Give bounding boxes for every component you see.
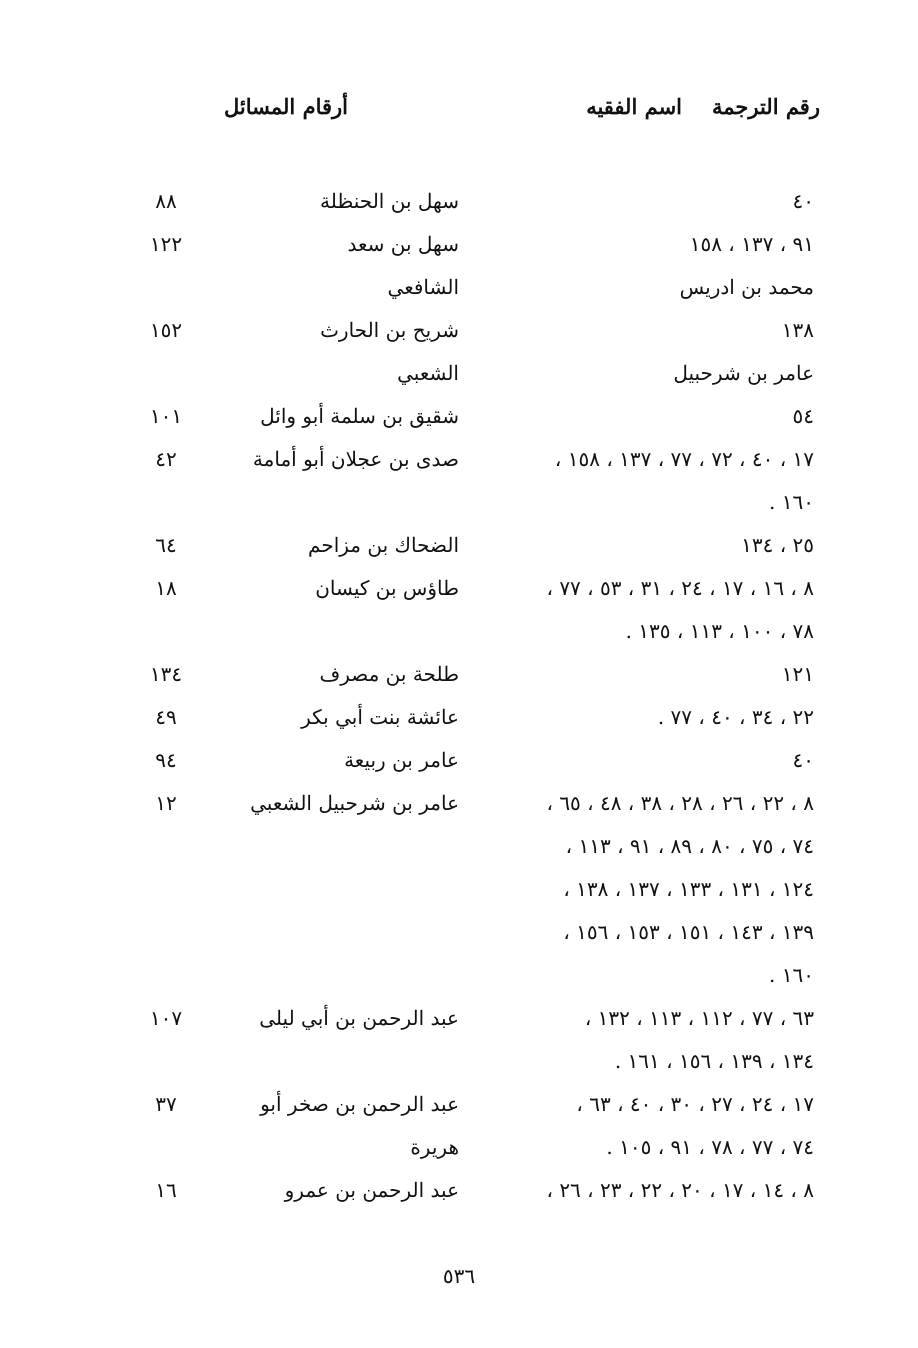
jurist-name-line: الشافعي — [387, 275, 459, 299]
jurist-name — [202, 438, 467, 481]
issue-numbers-line: ٤٠ — [792, 748, 814, 772]
issue-numbers — [467, 223, 820, 266]
jurist-name — [202, 266, 467, 309]
issue-numbers-line: ١٦٠ . — [769, 490, 814, 514]
table-row — [130, 180, 820, 223]
issue-numbers-line: ٨ ، ١٤ ، ١٧ ، ٢٠ ، ٢٢ ، ٢٣ ، ٢٦ ، — [546, 1178, 814, 1202]
table-row — [130, 1083, 820, 1169]
issue-numbers — [467, 739, 820, 782]
translation-number: ٦٤ — [155, 533, 177, 557]
jurist-name-line: شقيق بن سلمة أبو وائل — [260, 404, 459, 428]
table-row — [130, 309, 820, 352]
issue-numbers-line: ١٣٤ ، ١٣٩ ، ١٥٦ ، ١٦١ . — [614, 1049, 814, 1073]
translation-number: ٣٧ — [155, 1092, 177, 1116]
issue-numbers-line: ٤٠ — [792, 189, 814, 213]
issue-numbers-line: ١٣٩ ، ١٤٣ ، ١٥١ ، ١٥٣ ، ١٥٦ ، — [563, 920, 814, 944]
jurist-name-line: عائشة بنت أبي بكر — [301, 705, 459, 729]
header-issue-numbers: أرقام المسائل — [224, 94, 348, 119]
jurist-name — [202, 395, 467, 438]
issue-numbers — [467, 524, 820, 567]
jurist-name-line: عبد الرحمن بن عمرو — [284, 1178, 459, 1202]
issue-numbers — [467, 266, 820, 309]
issue-numbers-line: ٢٢ ، ٣٤ ، ٤٠ ، ٧٧ . — [657, 705, 814, 729]
issue-numbers-line: محمد بن ادريس — [679, 275, 814, 299]
jurist-name-line: عبد الرحمن بن أبي ليلى — [259, 1006, 459, 1030]
table-row — [130, 739, 820, 782]
header-jurist-name: اسم الفقيه — [586, 94, 682, 119]
table-row — [130, 438, 820, 524]
issue-numbers — [467, 352, 820, 395]
jurist-name — [202, 524, 467, 567]
table-row — [130, 696, 820, 739]
issue-numbers — [467, 997, 820, 1083]
issue-numbers-line: ١٧ ، ٤٠ ، ٧٢ ، ٧٧ ، ١٣٧ ، ١٥٨ ، — [554, 447, 814, 471]
issue-numbers-line: عامر بن شرحبيل — [673, 361, 814, 385]
jurist-name — [202, 180, 467, 223]
issue-numbers — [467, 1169, 820, 1212]
table-row — [130, 223, 820, 266]
jurist-name — [202, 782, 467, 825]
table-row — [130, 997, 820, 1083]
jurist-name-line: صدى بن عجلان أبو أمامة — [252, 447, 459, 471]
issue-numbers-line: ٨ ، ٢٢ ، ٢٦ ، ٢٨ ، ٣٨ ، ٤٨ ، ٦٥ ، — [546, 791, 814, 815]
jurist-name-line: طلحة بن مصرف — [319, 662, 459, 686]
index-table — [130, 180, 820, 1212]
translation-number: ٨٨ — [155, 189, 177, 213]
issue-numbers-line: ٧٤ ، ٧٥ ، ٨٠ ، ٨٩ ، ٩١ ، ١١٣ ، — [565, 834, 814, 858]
issue-numbers-line: ١٢١ — [781, 662, 814, 686]
issue-numbers-line: ٢٥ ، ١٣٤ — [741, 533, 814, 557]
issue-numbers — [467, 567, 820, 653]
jurist-name — [202, 352, 467, 395]
issue-numbers-line: ١٢٤ ، ١٣١ ، ١٣٣ ، ١٣٧ ، ١٣٨ ، — [563, 877, 814, 901]
table-row — [130, 524, 820, 567]
issue-numbers — [467, 782, 820, 997]
jurist-name-line: هريرة — [410, 1135, 459, 1159]
jurist-name — [202, 696, 467, 739]
jurist-name-line: عبد الرحمن بن صخر أبو — [260, 1092, 459, 1116]
table-row — [130, 266, 820, 309]
issue-numbers-line: ٨ ، ١٦ ، ١٧ ، ٢٤ ، ٣١ ، ٥٣ ، ٧٧ ، — [546, 576, 814, 600]
translation-number: ١٨ — [155, 576, 177, 600]
issue-numbers — [467, 395, 820, 438]
translation-number: ١٢٢ — [149, 232, 183, 256]
translation-number: ٩٤ — [155, 748, 177, 772]
issue-numbers — [467, 438, 820, 524]
jurist-name — [202, 567, 467, 610]
jurist-name — [202, 1083, 467, 1169]
issue-numbers-line: ١٣٨ — [781, 318, 814, 342]
table-row — [130, 395, 820, 438]
jurist-name — [202, 1169, 467, 1212]
jurist-name-line: عامر بن ربيعة — [344, 748, 459, 772]
translation-number: ١٠٧ — [149, 1006, 183, 1030]
jurist-name-line: عامر بن شرحبيل الشعبي — [250, 791, 459, 815]
issue-numbers — [467, 309, 820, 352]
jurist-name — [202, 223, 467, 266]
table-row — [130, 653, 820, 696]
jurist-name-line: سهل بن الحنظلة — [320, 189, 459, 213]
translation-number: ١٢ — [155, 791, 177, 815]
issue-numbers — [467, 696, 820, 739]
issue-numbers-line: ٩١ ، ١٣٧ ، ١٥٨ — [689, 232, 814, 256]
issue-numbers-line: ١٦٠ . — [769, 963, 814, 987]
header-translation-number: رقم الترجمة — [711, 94, 820, 119]
jurist-name-line: طاؤس بن كيسان — [315, 576, 459, 600]
issue-numbers-line: ٥٤ — [792, 404, 814, 428]
table-row — [130, 352, 820, 395]
translation-number: ١٣٤ — [149, 662, 183, 686]
issue-numbers — [467, 180, 820, 223]
translation-number: ١٦ — [155, 1178, 177, 1202]
issue-numbers-line: ٧٤ ، ٧٧ ، ٧٨ ، ٩١ ، ١٠٥ . — [606, 1135, 814, 1159]
jurist-name-line: الضحاك بن مزاحم — [308, 533, 459, 557]
issue-numbers-line: ٧٨ ، ١٠٠ ، ١١٣ ، ١٣٥ . — [625, 619, 814, 643]
translation-number: ٤٢ — [155, 447, 177, 471]
jurist-name-line: الشعبي — [397, 361, 459, 385]
jurist-name — [202, 997, 467, 1040]
jurist-name — [202, 739, 467, 782]
issue-numbers — [467, 653, 820, 696]
table-row — [130, 1169, 820, 1212]
issue-numbers — [467, 1083, 820, 1169]
jurist-name-line: شريح بن الحارث — [320, 318, 459, 342]
translation-number: ١٥٢ — [149, 318, 183, 342]
issue-numbers-line: ٦٣ ، ٧٧ ، ١١٢ ، ١١٣ ، ١٣٢ ، — [584, 1006, 814, 1030]
jurist-name-line: سهل بن سعد — [347, 232, 459, 256]
page-number: ٥٣٦ — [442, 1264, 476, 1288]
jurist-name — [202, 653, 467, 696]
table-row — [130, 567, 820, 653]
translation-number: ١٠١ — [149, 404, 183, 428]
issue-numbers-line: ١٧ ، ٢٤ ، ٢٧ ، ٣٠ ، ٤٠ ، ٦٣ ، — [576, 1092, 814, 1116]
table-row — [130, 782, 820, 997]
jurist-name — [202, 309, 467, 352]
translation-number: ٤٩ — [155, 705, 177, 729]
